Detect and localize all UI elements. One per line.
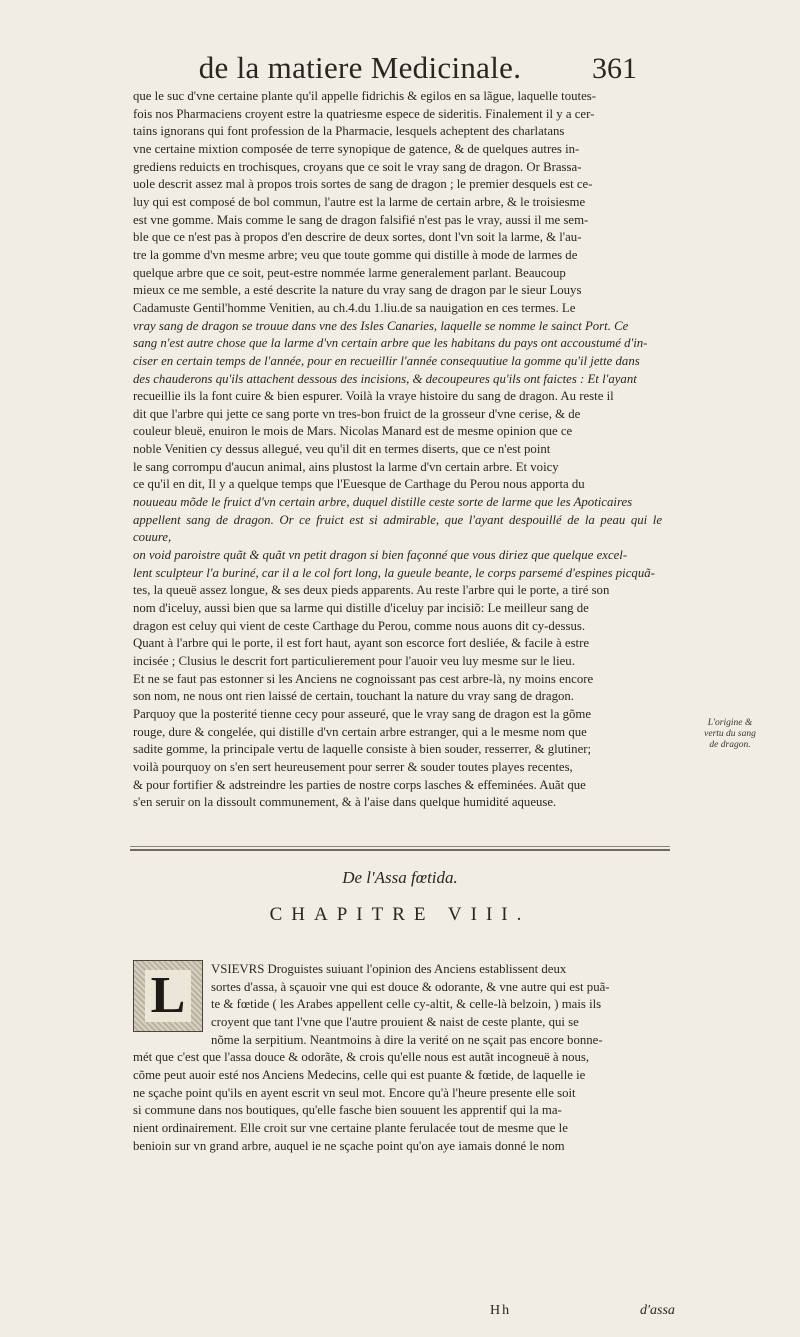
text-line: grediens reduicts en trochisques, croyans que ce soit le vray sang de dragon. Or Brassa- [133,159,582,174]
text-line: vray sang de dragon se trouue dans vne des Isles Canaries, laquelle se nomme le sainct Port. Ce [133,318,629,333]
margin-note-line: de dragon. [709,740,751,750]
section-title: De l'Assa fœtida. [342,868,458,887]
text-line: mét que c'est que l'assa douce & odorãte, & crois qu'elle nous est autãt incogneuë à nous, [133,1050,590,1065]
text-line: on void paroistre quãt & quãt vn petit dragon si bien façonné que vous diriez que quelque excel- [133,548,628,563]
text-line: ciser en certain temps de l'année, pour en recueillir l'année consequutiue la gomme qu'il jette dans [133,353,640,368]
text-line: sang n'est autre chose que la larme d'vn certain arbre que les habitans du pays ont accoustumé d'in- [133,336,648,351]
text-line: est vne gomme. Mais comme le sang de dragon falsifié n'est pas le vray, aussi il me sem- [133,212,589,227]
text-line: Et ne se faut pas estonner si les Anciens ne cognoissant pas cest arbre-là, ny moins encore [133,671,594,686]
text-line: luy qui est composé de bol commun, l'autre est la larme de certain arbre, & le troisiesme [133,194,586,209]
text-line: sortes d'assa, à sçauoir vne qui est douce & odorante, & vne autre qui est puã- [211,979,610,994]
text-line: rouge, dure & congelée, qui distille d'vn certain arbre estranger, qui a le mesme nom que [133,724,587,739]
text-line: nient ordinairement. Elle croit sur vne certaine plante ferulacée tout de mesme que le [133,1120,568,1135]
section-divider-thick [130,849,670,851]
text-line: s'en seruir on la dissoult communement, & à l'aise dans quelque humidité aqueuse. [133,795,557,810]
initial-letter: L [145,970,192,1022]
margin-note [700,718,760,751]
text-line: fois nos Pharmaciens croyent estre la quatriesme espece de sideritis. Finalement il y a cer- [133,106,595,121]
text-line: & pour fortifier & adstreindre les parties de nostre corps lasches & effeminées. Auãt que [133,777,586,792]
text-line: te & fœtide ( les Arabes appellent celle cy-altit, & celle-là belzoin, ) mais ils [211,997,602,1012]
text-line: si commune dans nos boutiques, qu'elle fasche bien souuent les apprentif qui la ma- [133,1103,562,1118]
text-line: tes, la queuë assez longue, & ses deux pieds apparents. Au reste l'arbre qui le porte, a tiré son [133,583,610,598]
top-passage [133,88,662,812]
margin-note-line: vertu du sang [704,729,756,739]
text-line: Quant à l'arbre qui le porte, il est fort haut, ayant son escorce fort desliée, & facile à estre [133,636,590,651]
text-line: tre la gomme d'vn mesme arbre; veu que toute gomme qui distille à mode de larmes de [133,247,578,262]
text-line: sadite gomme, la principale vertu de laquelle consiste à bien souder, resserrer, & glutiner; [133,742,592,757]
text-line: voilà pourquoy on s'en sert heureusement pour serrer & souder toutes playes recentes, [133,759,573,774]
text-line: Cadamuste Gentil'homme Venitien, au ch.4.du 1.liu.de sa nauigation en ces termes. Le [133,300,576,315]
text-line: ble que ce n'est pas à propos d'en descrire de deux sortes, dont l'vn soit la larme, & l'au- [133,230,582,245]
text-line: uole descrit assez mal à propos trois sortes de sang de dragon ; le premier desquels est ce- [133,177,593,192]
section-divider [130,846,670,847]
page-header [0,50,800,90]
signature-mark: Hh [490,1303,512,1318]
text-line: VSIEVRS Droguistes suiuant l'opinion des Anciens establissent deux [211,962,567,976]
text-line: que le suc d'vne certaine plante qu'il appelle fidrichis & egilos en sa lãgue, laquelle toutes- [133,89,597,103]
text-line: recueillie ils la font cuire & bien espurer. Voilà la vraye histoire du sang de dragon. Au reste il [133,389,614,404]
text-line: vne certaine mixtion composée de terre synopique de gatence, & de quelques autres in- [133,141,580,156]
chapter-heading: CHAPITRE VIII. [269,904,531,925]
text-line: dragon est celuy qui vient de ceste Carthage du Perou, comme nous auons dit cy-dessus. [133,618,586,633]
text-line: nõme la serpitium. Neantmoins à dire la verité on ne sçait pas encore bonne- [211,1032,603,1047]
running-title: de la matiere Medicinale. [198,50,522,85]
text-line: cõme peut auoir esté nos Anciens Medecins, celle qui est puante & fœtide, de laquelle ie [133,1067,586,1082]
text-line: quelque arbre que ce soit, peut-estre nommée larme generalement parlant. Beaucoup [133,265,566,280]
text-line: nouueau mõde le fruict d'vn certain arbre, duquel distille ceste sorte de larme que les Apoticaires [133,495,633,510]
text-line: Parquoy que la posterité tienne cecy pour asseuré, que le vray sang de dragon est la gõme [133,706,592,721]
margin-note-line: L'origine & [707,718,753,728]
text-line: couleur bleuë, enuiron le mois de Mars. Nicolas Manard est de mesme opinion que ce [133,424,573,439]
text-line: tains ignorans qui font profession de la Pharmacie, lesquels acheptent des charlatans [133,124,565,139]
text-line: nom d'iceluy, aussi bien que sa larme qui distille d'iceluy par incisiõ: Le meilleur sang de [133,601,589,616]
text-line: appellent sang de dragon. Or ce fruict est si admirable, que l'ayant despouillé de la peau qui le couure, [133,512,662,545]
text-line: dit que l'arbre qui jette ce sang porte vn tres-bon fruict de la grosseur d'vne cerise, & de [133,406,581,421]
text-line: mieux ce me semble, a esté descrite la nature du vray sang de dragon par le sieur Louys [133,283,582,298]
text-line: ne sçache point qu'ils en ayent escrit vn seul mot. Encore qu'à l'heure presente elle soit [133,1085,576,1100]
text-line: lent sculpteur l'a buriné, car il a le col fort long, la gueule beante, le corps parsemé d'espines picquã- [133,565,655,580]
text-line: noble Venitien cy dessus allegué, veu qu'il dit en termes diserts, que ce n'est point [133,442,551,457]
text-line: le sang corrompu d'aucun animal, ains plustost la larme d'vn certain arbre. Et voicy [133,459,559,474]
text-line: croyent que tant l'vne que l'autre prouient & naist de ceste plante, qui se [211,1014,579,1029]
text-line: benioin sur vn grand arbre, auquel ie ne sçache point qu'on aye iamais donné le nom [133,1138,565,1153]
second-passage [133,961,662,1155]
page-number: 361 [592,52,637,85]
text-line: des chauderons qu'ils attachent dessous des incisions, & decoupeures qu'ils ont faictes : Et l'ayant [133,371,637,386]
text-line: son nom, ne nous ont rien laissé de certain, touchant la nature du vray sang de dragon. [133,689,575,704]
catchword: d'assa [640,1303,675,1318]
text-line: incisée ; Clusius le descrit fort particulierement pour l'auoir veu luy mesme sur le lieu. [133,654,575,668]
text-line: ce qu'il en dit, Il y a quelque temps que l'Euesque de Carthage du Perou nous apporta du [133,477,585,492]
